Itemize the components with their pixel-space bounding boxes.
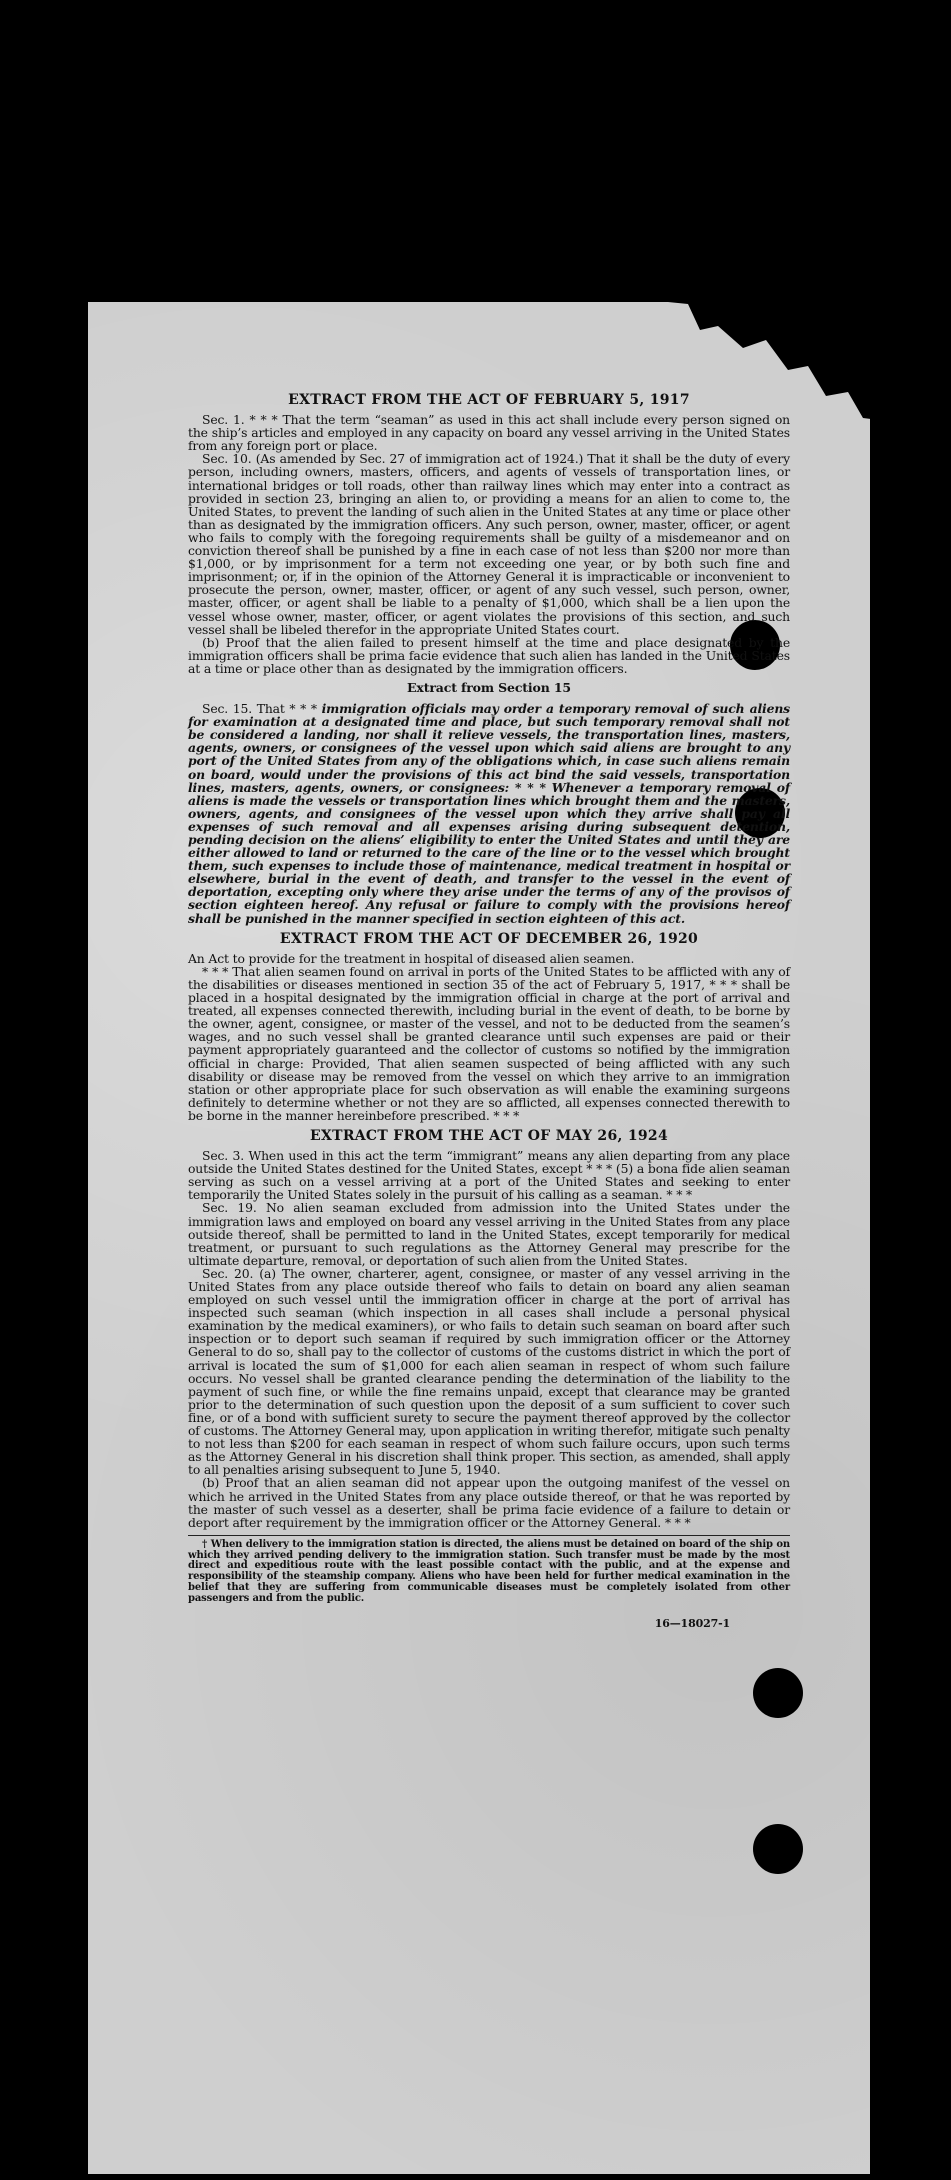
section-10b: (b) Proof that the alien failed to present himself at the time and place designated by the immigration officers shall be prima facie evidence that such alien has landed in the United States at a time or place other than as designated by the immigration officers.: [188, 634, 790, 676]
section-1: Sec. 1. * * * That the term “seaman” as used in this act shall include every person signed on the ship’s articles and employed in any capacity on board any vessel arriving in the United States from any foreign port or place.: [188, 412, 790, 454]
section-19: Sec. 19. No alien seaman excluded from admission into the United States under the immigration laws and employed on board any vessel arriving in the United States from any place outside thereof, shall be permitted to land in the United States, except temporarily for medical treatment, or pursuant to such regulations as the Attorney General may prescribe for the ultimate departure, removal, or deportation of such alien from the United States.: [188, 1200, 790, 1268]
footnote-divider: [188, 1535, 790, 1536]
document-page: [88, 302, 870, 2174]
heading-1924: EXTRACT FROM THE ACT OF MAY 26, 1924: [309, 1127, 669, 1144]
section-15: [188, 702, 790, 925]
section-15-lead: Sec. 15. That * * *: [202, 701, 322, 717]
section-10: Sec. 10. (As amended by Sec. 27 of immigration act of 1924.) That it shall be the duty of every person, including owners, masters, officers, and agents of vessels of transportation lines, or international bridges or toll roads, other than railway lines which may enter into a contract as provided in section 23, bringing an alien to, or providing a means for an alien to come to, the United States, to prevent the landing of such alien in the United States at any time or place other than as designated by the immigration officers. Any such person, owner, master, officer, or agent who fails to comply with the foregoing requirements shall be guilty of a misdemeanor and on conviction thereof shall be punished by a fine in each case of not less than $200 nor more than $1,000, or by imprisonment for a term not exceeding one year, or by both such fine and imprisonment; or, if in the opinion of the Attorney General it is impracticable or inconvenient to prosecute the person, owner, master, officer, or agent of any such vessel, such person, owner, master, officer, or agent shall be liable to a penalty of $1,000, which shall be a lien upon the vessel whose owner, master, officer, or agent violates the provisions of this section, and such vessel shall be libeled therefor in the appropriate United States court.: [188, 451, 790, 637]
punch-hole-3: [753, 1668, 803, 1718]
act-1920-title: An Act to provide for the treatment in hospital of diseased alien seamen.: [188, 950, 635, 966]
form-number: 16—18027-1: [654, 1616, 730, 1630]
section-20b: (b) Proof that an alien seaman did not appear upon the outgoing manifest of the vessel on which he arrived in the United States from any place outside thereof, or that he was reported by the master of such vessel as a deserter, shall be prima facie evidence of a failure to detain or deport after requirement by the immigration officer or the Attorney General. * * *: [188, 1475, 790, 1530]
heading-1917: EXTRACT FROM THE ACT OF FEBRUARY 5, 1917: [288, 392, 690, 408]
document-content: [188, 394, 790, 1630]
section-3: Sec. 3. When used in this act the term “immigrant” means any alien departing from any place outside the United States destined for the United States, except * * * (5) a bona fide alien seaman serving as such on a vessel arriving at a port of the United States and seeking to enter temporarily the United States solely in the pursuit of his calling as a seaman. * * *: [188, 1148, 790, 1203]
act-1920-body: * * * That alien seamen found on arrival in ports of the United States to be afflicted with any of the disabilities or diseases mentioned in section 35 of the act of February 5, 1917, * * * shall be placed in a hospital designated by the immigration official in charge at the port of arrival and treated, all expenses connected therewith, including burial in the event of death, to be borne by the owner, agent, consignee, or master of the vessel, and not to be deducted from the seamen’s wages, and no such vessel shall be granted clearance until such expenses are paid or their payment appropriately guaranteed and the collector of customs so notified by the immigration official in charge: Provided, That alien seamen suspected of being afflicted with any such disability or disease may be removed from the vessel on which they arrive to an immigration station or other appropriate place for such observation as will enable the examining surgeons definitely to determine whether or not they are so afflicted, all expenses connected therewith to be borne in the manner hereinbefore prescribed. * * *: [188, 963, 790, 1123]
section-15-text: immigration officials may order a temporary removal of such aliens for examination at a designated time and place, but such temporary removal shall not be considered a landing, nor shall it relieve vessels, the transportation lines, masters, agents, owners, or consignees of the vessel upon which said aliens are brought to any port of the United States from any of the obligations which, in case such aliens remain on board, would under the provisions of this act bind the said vessels, transportation lines, masters, agents, owners, or consignees: * * * Whenever a temporary removal of aliens is made the vessels or transportation lines which brought them and the masters, owners, agents, and consignees of the vessel upon which they arrive shall pay all expenses of such removal and all expenses arising during subsequent detention, pending decision on the aliens’ eligibility to enter the United States and until they are either allowed to land or returned to the care of the line or to the vessel which brought them, such expenses to include those of maintenance, medical treatment in hospital or elsewhere, burial in the event of death, and transfer to the vessel in the event of deportation, excepting only where they arise under the terms of any of the provisos of section eighteen hereof. Any refusal or failure to comply with the provisions hereof shall be punished in the manner specified in section eighteen of this act.: [188, 701, 790, 926]
heading-1920: EXTRACT FROM THE ACT OF DECEMBER 26, 1920: [279, 930, 699, 947]
punch-hole-4: [753, 1824, 803, 1874]
footnote: † When delivery to the immigration station is directed, the aliens must be detained on board of the ship on which they arrived pending delivery to the immigration station. Such transfer must be made by the most direct and expeditious route with the least possible contact with the public, and at the expense and responsibility of the steamship company. Aliens who have been held for further medical examination in the belief that they are suffering from communicable diseases must be completely isolated from other passengers and from the public.: [188, 1538, 790, 1604]
subheading-section-15: Extract from Section 15: [407, 679, 571, 695]
section-20: Sec. 20. (a) The owner, charterer, agent, consignee, or master of any vessel arriving in the United States from any place outside thereof who fails to detain on board any alien seaman employed on such vessel until the immigration officer in charge at the port of arrival has inspected such seaman (which inspection in all cases shall include a personal physical examination by the medical examiners), or who fails to detain such seaman on board after such inspection or to deport such seaman if required by such immigration officer or the Attorney General to do so, shall pay to the collector of customs of the customs district in which the port of arrival is located the sum of $1,000 for each alien seaman in respect of whom such failure occurs. No vessel shall be granted clearance pending the determination of the liability to the payment of such fine, or while the fine remains unpaid, except that clearance may be granted prior to the determination of such question upon the deposit of a sum sufficient to cover such fine, or of a bond with sufficient surety to secure the payment thereof approved by the collector of customs. The Attorney General may, upon application in writing therefor, mitigate such penalty to not less than $200 for each seaman in respect of whom such failure occurs, upon such terms as the Attorney General in his discretion shall think proper. This section, as amended, shall apply to all penalties arising subsequent to June 5, 1940.: [188, 1265, 790, 1478]
